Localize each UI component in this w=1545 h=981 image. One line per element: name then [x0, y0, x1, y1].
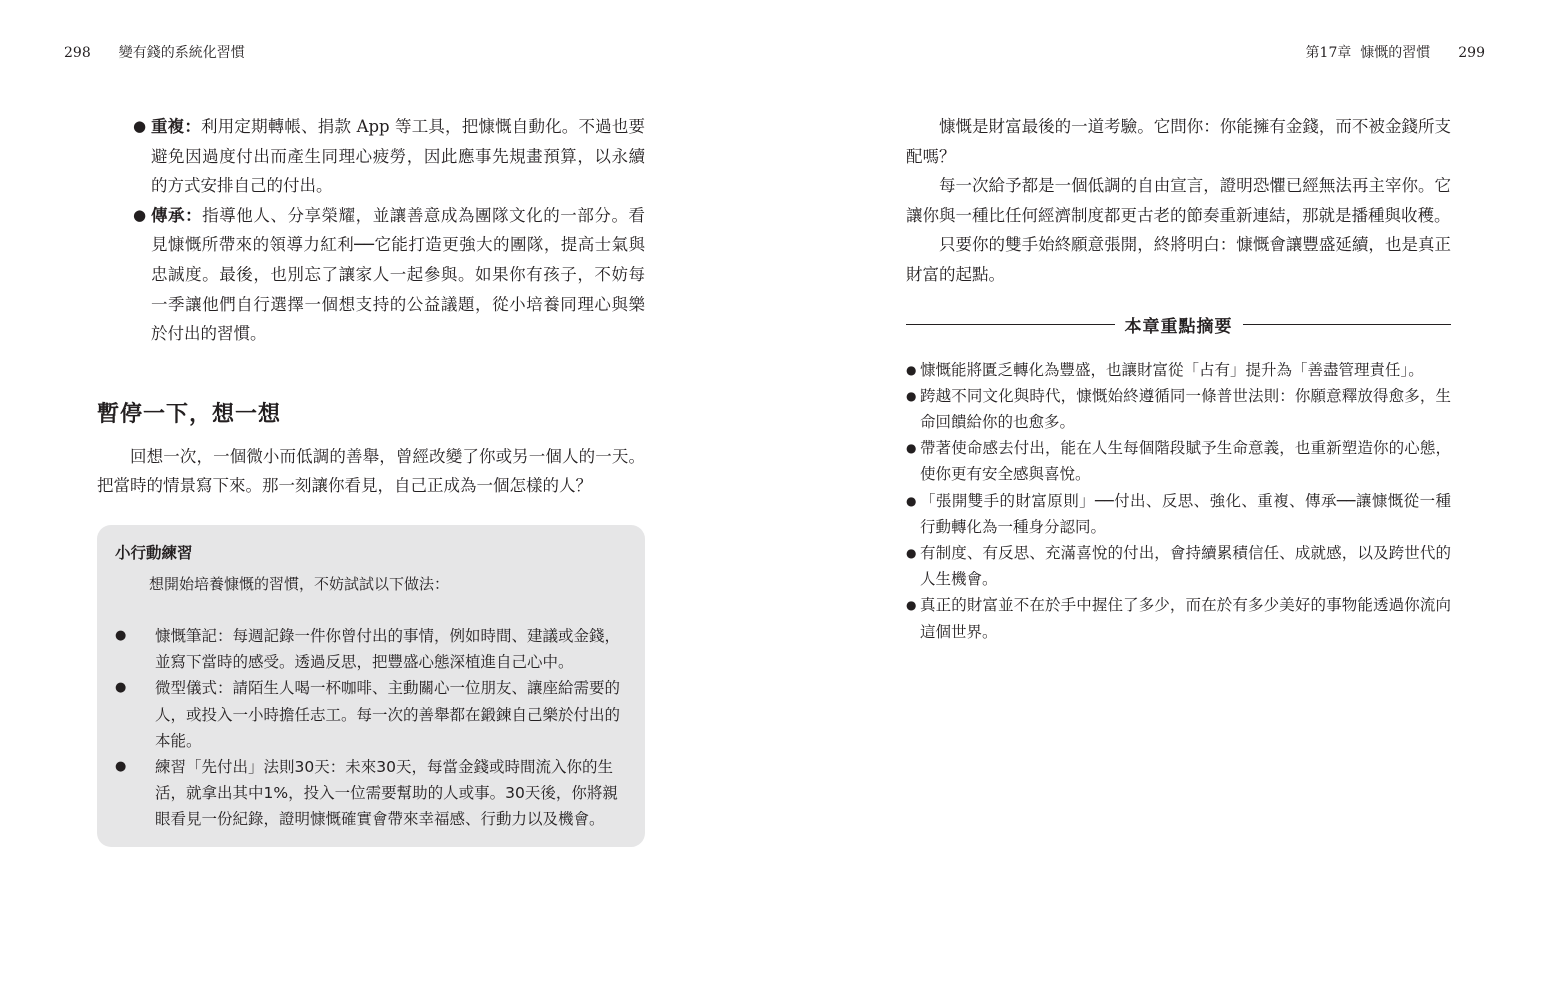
bullet-icon: ● — [906, 545, 917, 560]
exercise-item-text: 練習「先付出」法則30天：未來30天，每當金錢或時間流入你的生活，就拿出其中1%，投入一位需要幫助的人或事。30天後，你將親眼看見一份紀錄，證明慷慨確實會帶來幸福感、行動力以及機會。 — [155, 757, 618, 829]
bullet-icon: ● — [115, 680, 127, 696]
exercise-list — [115, 623, 627, 833]
bullet-icon: ● — [133, 117, 147, 135]
list-item — [115, 754, 627, 833]
bullet-icon: ● — [906, 441, 917, 456]
divider — [1243, 324, 1452, 325]
summary-item-text: 真正的財富並不在於手中握住了多少，而在於有多少美好的事物能透過你流向這個世界。 — [920, 596, 1451, 641]
right-page — [906, 112, 1451, 645]
body-paragraph: 慷慨是財富最後的一道考驗。它問你：你能擁有金錢，而不被金錢所支配嗎？ — [906, 117, 1451, 166]
summary-item-text: 跨越不同文化與時代，慷慨始終遵循同一條普世法則：你願意釋放得愈多，生命回饋給你的也愈多。 — [920, 386, 1451, 431]
left-page-number: 298 — [64, 45, 91, 61]
chapter-label: 第17章 — [1305, 45, 1352, 61]
list-item — [906, 592, 1451, 644]
list-item — [906, 488, 1451, 540]
summary-list — [906, 357, 1451, 645]
exercise-intro: 想開始培養慷慨的習慣，不妨試試以下做法： — [149, 574, 450, 593]
list-item — [115, 623, 627, 675]
bullet-icon: ● — [115, 758, 127, 774]
bullet-icon: ● — [115, 627, 127, 643]
summary-heading — [906, 312, 1451, 337]
divider — [906, 324, 1115, 325]
bullet-term: 重複： — [151, 117, 202, 136]
left-page — [97, 112, 645, 847]
exercise-title: 小行動練習 — [115, 543, 193, 562]
list-item — [906, 435, 1451, 487]
list-item — [133, 112, 645, 201]
book-title: 變有錢的系統化習慣 — [118, 45, 245, 61]
exercise-item-text: 微型儀式：請陌生人喝一杯咖啡、主動關心一位朋友、讓座給需要的人，或投入一小時擔任志工。每一次的善舉都在鍛鍊自己樂於付出的本能。 — [155, 679, 621, 750]
left-running-head — [64, 42, 245, 62]
bullet-icon: ● — [906, 362, 917, 377]
list-item — [906, 540, 1451, 592]
right-page-number: 299 — [1458, 45, 1485, 61]
summary-item-text: 「張開雙手的財富原則」──付出、反思、強化、重複、傳承──讓慷慨從一種行動轉化為一種身分認同。 — [920, 491, 1451, 536]
exercise-box — [97, 525, 645, 847]
bullet-icon: ● — [906, 493, 917, 508]
exercise-item-text: 慷慨筆記：每週記錄一件你曾付出的事情，例如時間、建議或金錢，並寫下當時的感受。透過反思，把豐盛心態深植進自己心中。 — [155, 626, 621, 672]
list-item — [115, 675, 627, 754]
bullet-icon: ● — [906, 598, 917, 613]
bullet-text: 指導他人、分享榮耀，並讓善意成為團隊文化的一部分。看見慷慨所帶來的領導力紅利──它能打造更強大的團隊，提高士氣與忠誠度。最後，也別忘了讓家人一起參與。如果你有孩子，不妨每一季讓他們自行選擇一個想支持的公益議題，從小培養同理心與樂於付出的習慣。 — [151, 205, 646, 344]
chapter-title: 慷慨的習慣 — [1360, 45, 1431, 61]
bullet-text: 利用定期轉帳、捐款 App 等工具，把慷慨自動化。不過也要避免因過度付出而產生同理心疲勞，因此應事先規畫預算，以永續的方式安排自己的付出。 — [151, 117, 646, 196]
reflection-paragraph: 回想一次，一個微小而低調的善舉，曾經改變了你或另一個人的一天。把當時的情景寫下來。那一刻讓你看見，自己正成為一個怎樣的人？ — [97, 446, 645, 496]
summary-item-text: 有制度、有反思、充滿喜悅的付出，會持續累積信任、成就感，以及跨世代的人生機會。 — [920, 543, 1451, 589]
right-running-head — [1306, 42, 1485, 62]
summary-item-text: 慷慨能將匱乏轉化為豐盛，也讓財富從「占有」提升為「善盡管理責任」。 — [920, 360, 1424, 379]
list-item — [906, 383, 1451, 435]
body-paragraph: 每一次給予都是一個低調的自由宣言，證明恐懼已經無法再主宰你。它讓你與一種比任何經濟制度都更古老的節奏重新連結，那就是播種與收穫。 — [906, 176, 1451, 225]
bullet-icon: ● — [906, 388, 917, 403]
body-paragraph: 只要你的雙手始終願意張開，終將明白：慷慨會讓豐盛延續，也是真正財富的起點。 — [906, 235, 1451, 284]
list-item — [133, 201, 645, 349]
bullet-term: 傳承： — [151, 205, 203, 225]
summary-title: 本章重點摘要 — [1124, 316, 1233, 337]
method-bullet-list — [133, 112, 645, 349]
bullet-icon: ● — [133, 205, 147, 224]
list-item — [906, 357, 1451, 383]
section-heading: 暫停一下，想一想 — [97, 400, 282, 427]
summary-item-text: 帶著使命感去付出，能在人生每個階段賦予生命意義，也重新塑造你的心態，使你更有安全感與喜悅。 — [920, 439, 1451, 484]
